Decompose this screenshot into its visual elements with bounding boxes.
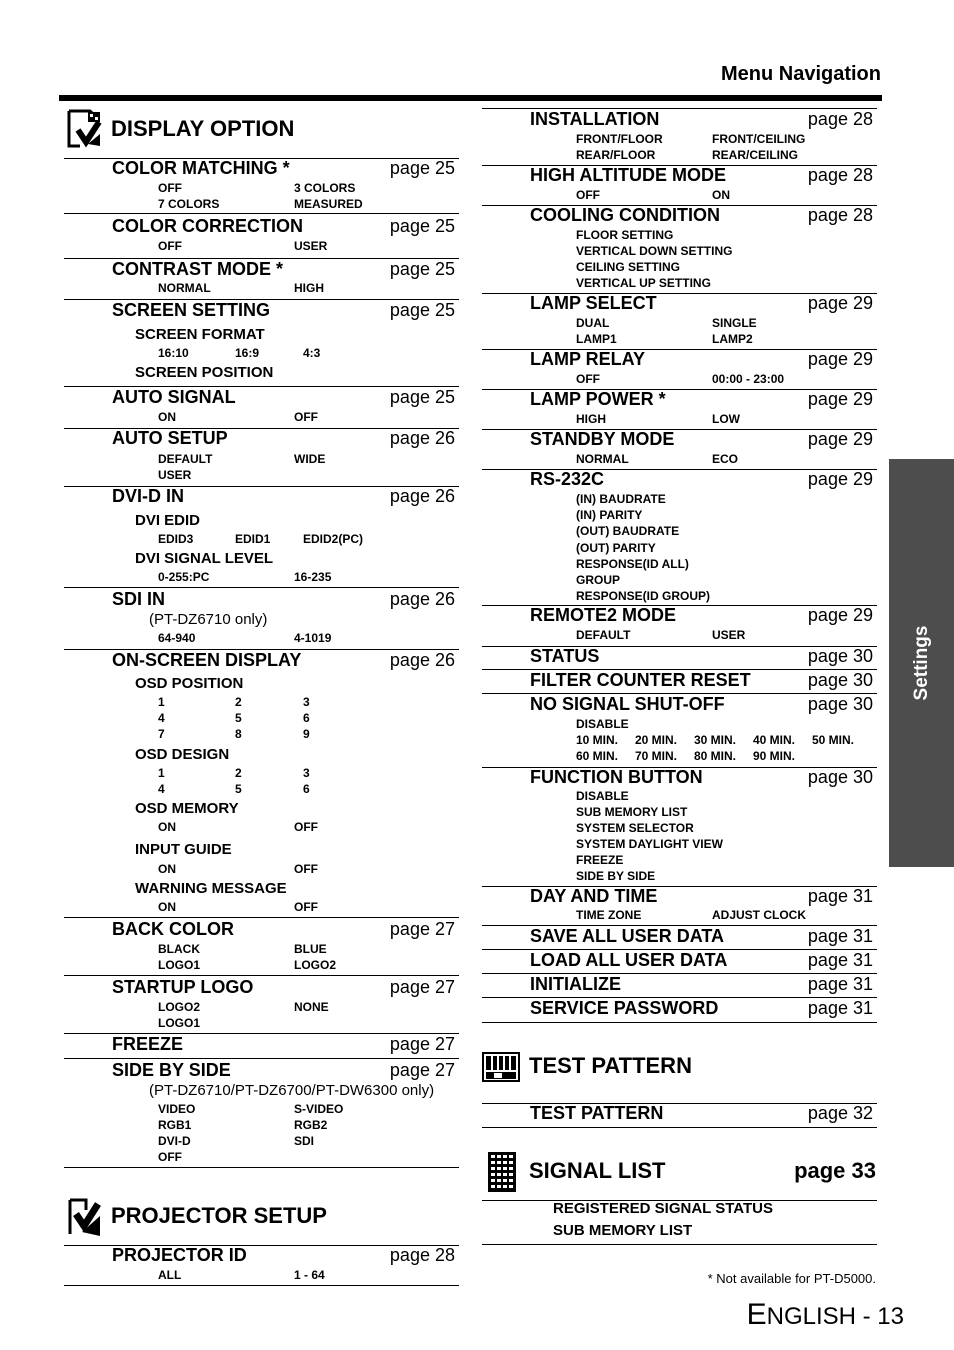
option: 7 [158, 727, 165, 741]
option: RGB2 [294, 1118, 328, 1132]
option: DISABLE [576, 717, 629, 731]
option: ALL [158, 1268, 182, 1282]
option: ON [158, 410, 176, 424]
page-ref: page 28 [389, 1245, 455, 1265]
option: GROUP [576, 573, 621, 587]
option: SINGLE [712, 316, 757, 330]
menu-standby-mode [482, 430, 877, 470]
option: 7 COLORS [158, 197, 220, 211]
page-ref: page 29 [807, 429, 873, 449]
sub-item: OSD MEMORY [135, 800, 239, 817]
projector-setup-icon [66, 1194, 102, 1238]
menu-lamp-power [482, 390, 877, 430]
page-ref: page 29 [807, 605, 873, 625]
option: 10 MIN. [576, 733, 619, 747]
menu-no-signal-shut-off [482, 695, 877, 768]
page-ref: page 25 [389, 387, 455, 407]
option: SDI [294, 1134, 315, 1148]
menu-auto-signal [64, 387, 459, 429]
option: EDID2(PC) [303, 532, 364, 546]
item-title: FUNCTION BUTTON [530, 767, 703, 787]
menu-day-and-time [482, 887, 877, 926]
page-ref: page 25 [389, 300, 455, 320]
menu-lamp-select [482, 294, 877, 350]
page-number [747, 1298, 904, 1332]
side-tab [889, 459, 954, 867]
menu-screen-setting [64, 300, 459, 387]
item-title: BACK COLOR [112, 919, 234, 939]
item-title: INSTALLATION [530, 109, 660, 129]
menu-startup-logo [64, 977, 459, 1034]
page-ref: page 31 [807, 950, 873, 970]
option: OFF [158, 1150, 182, 1164]
item-title: SIDE BY SIDE [112, 1060, 231, 1080]
page-ref: page 25 [389, 158, 455, 178]
signal-list-page: page 33 [794, 1158, 876, 1183]
option: USER [294, 239, 328, 253]
option: LOGO1 [158, 958, 201, 972]
option: 60 MIN. [576, 749, 619, 763]
page-ref: page 31 [807, 998, 873, 1018]
option: RGB1 [158, 1118, 192, 1132]
option: 70 MIN. [635, 749, 678, 763]
item-title: DAY AND TIME [530, 886, 658, 906]
option: RESPONSE(ID GROUP) [576, 589, 711, 603]
option: 16:10 [158, 346, 189, 360]
menu-color-matching [64, 158, 459, 214]
page-ref: page 27 [389, 919, 455, 939]
page-ref: page 29 [807, 349, 873, 369]
option: (OUT) BAUDRATE [576, 524, 680, 538]
item-title: PROJECTOR ID [112, 1245, 247, 1265]
option: 80 MIN. [694, 749, 737, 763]
display-option-icon [66, 108, 102, 150]
menu-contrast-mode [64, 259, 459, 300]
item-title: STATUS [530, 646, 600, 666]
page-ref: page 29 [807, 469, 873, 489]
option: OFF [576, 372, 600, 386]
option: SUB MEMORY LIST [576, 805, 688, 819]
option: 16:9 [235, 346, 260, 360]
menu-load-all-user-data [482, 951, 877, 974]
option: LAMP1 [576, 332, 617, 346]
display-option-title: DISPLAY OPTION [111, 116, 295, 141]
page-ref: page 28 [807, 205, 873, 225]
sub-item: SCREEN FORMAT [135, 326, 265, 343]
page-ref: page 28 [807, 165, 873, 185]
option: 1 - 64 [294, 1268, 325, 1282]
sub-item: WARNING MESSAGE [135, 880, 287, 897]
item-title: RS-232C [530, 469, 605, 489]
sub-item: OSD DESIGN [135, 746, 230, 763]
option: 4 [158, 782, 165, 796]
option: FRONT/FLOOR [576, 132, 663, 146]
option: SYSTEM DAYLIGHT VIEW [576, 837, 723, 851]
option: FRONT/CEILING [712, 132, 806, 146]
menu-rs232c [482, 470, 877, 606]
page-ref: page 27 [389, 1034, 455, 1054]
option: ON [712, 188, 730, 202]
option: CEILING SETTING [576, 260, 681, 274]
option: LAMP2 [712, 332, 753, 346]
option: OFF [158, 239, 182, 253]
option: 4 [158, 711, 165, 725]
option: DEFAULT [576, 628, 631, 642]
model-note: (PT-DZ6710/PT-DZ6700/PT-DW6300 only) [149, 1082, 435, 1099]
option: 00:00 - 23:00 [712, 372, 785, 386]
menu-auto-setup [64, 429, 459, 487]
option: OFF [294, 900, 318, 914]
page-ref: page 26 [389, 589, 455, 609]
menu-side-by-side [64, 1060, 459, 1168]
item-title: LAMP POWER * [530, 389, 666, 409]
option: LOGO2 [158, 1000, 201, 1014]
menu-status [482, 647, 877, 670]
menu-freeze [64, 1034, 459, 1059]
option: 6 [303, 711, 310, 725]
menu-installation [482, 108, 877, 166]
menu-test-pattern [482, 1103, 877, 1128]
menu-function-button [482, 768, 877, 887]
option: 90 MIN. [753, 749, 796, 763]
page-ref: page 28 [807, 109, 873, 129]
option: 20 MIN. [635, 733, 678, 747]
signal-list-title: SIGNAL LIST [529, 1158, 666, 1183]
item-title: AUTO SIGNAL [112, 387, 236, 407]
option: 4:3 [303, 346, 321, 360]
option: 16-235 [294, 570, 332, 584]
option: REAR/CEILING [712, 148, 799, 162]
option: EDID3 [158, 532, 194, 546]
page-ref: page 25 [389, 216, 455, 236]
projector-setup-title: PROJECTOR SETUP [111, 1203, 327, 1228]
option: LOGO2 [294, 958, 337, 972]
option: 50 MIN. [812, 733, 855, 747]
menu-sdi-in [64, 589, 459, 650]
option: 40 MIN. [753, 733, 796, 747]
option: 1 [158, 766, 165, 780]
option: DISABLE [576, 789, 629, 803]
item-title: SAVE ALL USER DATA [530, 926, 725, 946]
option: 64-940 [158, 631, 196, 645]
option: SIDE BY SIDE [576, 869, 656, 883]
option: ON [158, 820, 176, 834]
option: RESPONSE(ID ALL) [576, 557, 689, 571]
page-ref: page 26 [389, 650, 455, 670]
item-title: DVI-D IN [112, 486, 184, 506]
option: 5 [235, 711, 242, 725]
page-ref: page 25 [389, 259, 455, 279]
page-ref: page 26 [389, 486, 455, 506]
sub-item: DVI SIGNAL LEVEL [135, 550, 274, 567]
page-header: Menu Navigation [720, 63, 881, 85]
option: FREEZE [576, 853, 624, 867]
item-title: LOAD ALL USER DATA [530, 950, 728, 970]
page-ref: page 31 [807, 886, 873, 906]
option: 3 [303, 766, 310, 780]
item-title: REMOTE2 MODE [530, 605, 677, 625]
page-ref: page 27 [389, 1060, 455, 1080]
menu-dvi-d-in [64, 487, 459, 588]
option: OFF [294, 862, 318, 876]
option: 8 [235, 727, 242, 741]
item-title: COLOR MATCHING * [112, 158, 290, 178]
option: NORMAL [576, 452, 629, 466]
menu-on-screen-display [64, 650, 459, 918]
item-title: FREEZE [112, 1034, 184, 1054]
option: HIGH [576, 412, 606, 426]
test-pattern-title: TEST PATTERN [529, 1053, 692, 1078]
page-number-rest: NGLISH - 13 [766, 1303, 904, 1330]
option: 9 [303, 727, 310, 741]
sub-item: OSD POSITION [135, 675, 244, 692]
menu-color-correction [64, 215, 459, 259]
item-title: ON-SCREEN DISPLAY [112, 650, 302, 670]
sub-item: REGISTERED SIGNAL STATUS [553, 1200, 774, 1217]
option: (IN) PARITY [576, 508, 643, 522]
option: DUAL [576, 316, 610, 330]
option: 3 COLORS [294, 181, 356, 195]
option: LOW [712, 412, 740, 426]
page-ref: page 30 [807, 767, 873, 787]
sub-item: SUB MEMORY LIST [553, 1222, 693, 1239]
signal-list-icon [487, 1151, 517, 1193]
option: S-VIDEO [294, 1102, 344, 1116]
item-title: INITIALIZE [530, 974, 621, 994]
item-title: STANDBY MODE [530, 429, 675, 449]
option: ADJUST CLOCK [712, 908, 807, 922]
item-title: CONTRAST MODE * [112, 259, 283, 279]
option: NORMAL [158, 281, 211, 295]
menu-remote2-mode [482, 606, 877, 647]
item-title: HIGH ALTITUDE MODE [530, 165, 726, 185]
option: SYSTEM SELECTOR [576, 821, 694, 835]
menu-lamp-relay [482, 350, 877, 390]
option: TIME ZONE [576, 908, 642, 922]
sub-item: INPUT GUIDE [135, 841, 232, 858]
sub-item: DVI EDID [135, 512, 201, 529]
option: 5 [235, 782, 242, 796]
option: OFF [294, 410, 318, 424]
option: DVI-D [158, 1134, 191, 1148]
page-number-initial: E [746, 1298, 767, 1331]
option: VIDEO [158, 1102, 196, 1116]
option: MEASURED [294, 197, 363, 211]
option: 4-1019 [294, 631, 332, 645]
option: VERTICAL DOWN SETTING [576, 244, 733, 258]
item-title: SERVICE PASSWORD [530, 998, 719, 1018]
model-note: (PT-DZ6710 only) [149, 611, 268, 628]
menu-signal-list [482, 1200, 877, 1245]
page-ref: page 31 [807, 974, 873, 994]
item-title: COOLING CONDITION [530, 205, 720, 225]
menu-filter-counter-reset [482, 671, 877, 694]
menu-service-password [482, 999, 877, 1023]
page-ref: page 30 [807, 646, 873, 666]
item-title: LAMP SELECT [530, 293, 657, 313]
item-title: SDI IN [112, 589, 166, 609]
option: 1 [158, 695, 165, 709]
page-ref: page 32 [807, 1103, 873, 1123]
option: 30 MIN. [694, 733, 737, 747]
option: (OUT) PARITY [576, 541, 656, 555]
option: 3 [303, 695, 310, 709]
test-pattern-icon [482, 1052, 520, 1082]
option: HIGH [294, 281, 324, 295]
option: USER [712, 628, 746, 642]
option: 0-255:PC [158, 570, 210, 584]
item-title: COLOR CORRECTION [112, 216, 303, 236]
menu-save-all-user-data [482, 927, 877, 950]
page-ref: page 29 [807, 293, 873, 313]
option: 6 [303, 782, 310, 796]
option: OFF [576, 188, 600, 202]
option: ECO [712, 452, 739, 466]
item-title: FILTER COUNTER RESET [530, 670, 751, 690]
page-ref: page 26 [389, 428, 455, 448]
option: LOGO1 [158, 1016, 201, 1030]
sub-item: SCREEN POSITION [135, 364, 274, 381]
item-title: AUTO SETUP [112, 428, 228, 448]
option: NONE [294, 1000, 329, 1014]
option: OFF [294, 820, 318, 834]
page-ref: page 29 [807, 389, 873, 409]
option: USER [158, 468, 192, 482]
menu-cooling-condition [482, 206, 877, 294]
option: OFF [158, 181, 182, 195]
option: WIDE [294, 452, 326, 466]
menu-projector-id [64, 1245, 459, 1286]
page-ref: page 30 [807, 670, 873, 690]
option: DEFAULT [158, 452, 213, 466]
page-ref: page 30 [807, 694, 873, 714]
page-ref: page 31 [807, 926, 873, 946]
side-tab-label: Settings [910, 625, 932, 701]
option: (IN) BAUDRATE [576, 492, 666, 506]
page-ref: page 27 [389, 977, 455, 997]
menu-high-altitude [482, 166, 877, 206]
header-rule [59, 95, 882, 101]
item-title: SCREEN SETTING [112, 300, 271, 320]
menu-initialize [482, 975, 877, 998]
option: BLUE [294, 942, 327, 956]
item-title: STARTUP LOGO [112, 977, 254, 997]
item-title: TEST PATTERN [530, 1103, 664, 1123]
footnote: * Not available for PT-D5000. [707, 1271, 876, 1286]
option: BLACK [158, 942, 200, 956]
option: ON [158, 862, 176, 876]
option: 2 [235, 695, 242, 709]
option: 2 [235, 766, 242, 780]
item-title: LAMP RELAY [530, 349, 646, 369]
option: EDID1 [235, 532, 271, 546]
option: VERTICAL UP SETTING [576, 276, 711, 290]
option: FLOOR SETTING [576, 228, 674, 242]
option: ON [158, 900, 176, 914]
menu-back-color [64, 919, 459, 976]
item-title: NO SIGNAL SHUT-OFF [530, 694, 725, 714]
option: REAR/FLOOR [576, 148, 656, 162]
